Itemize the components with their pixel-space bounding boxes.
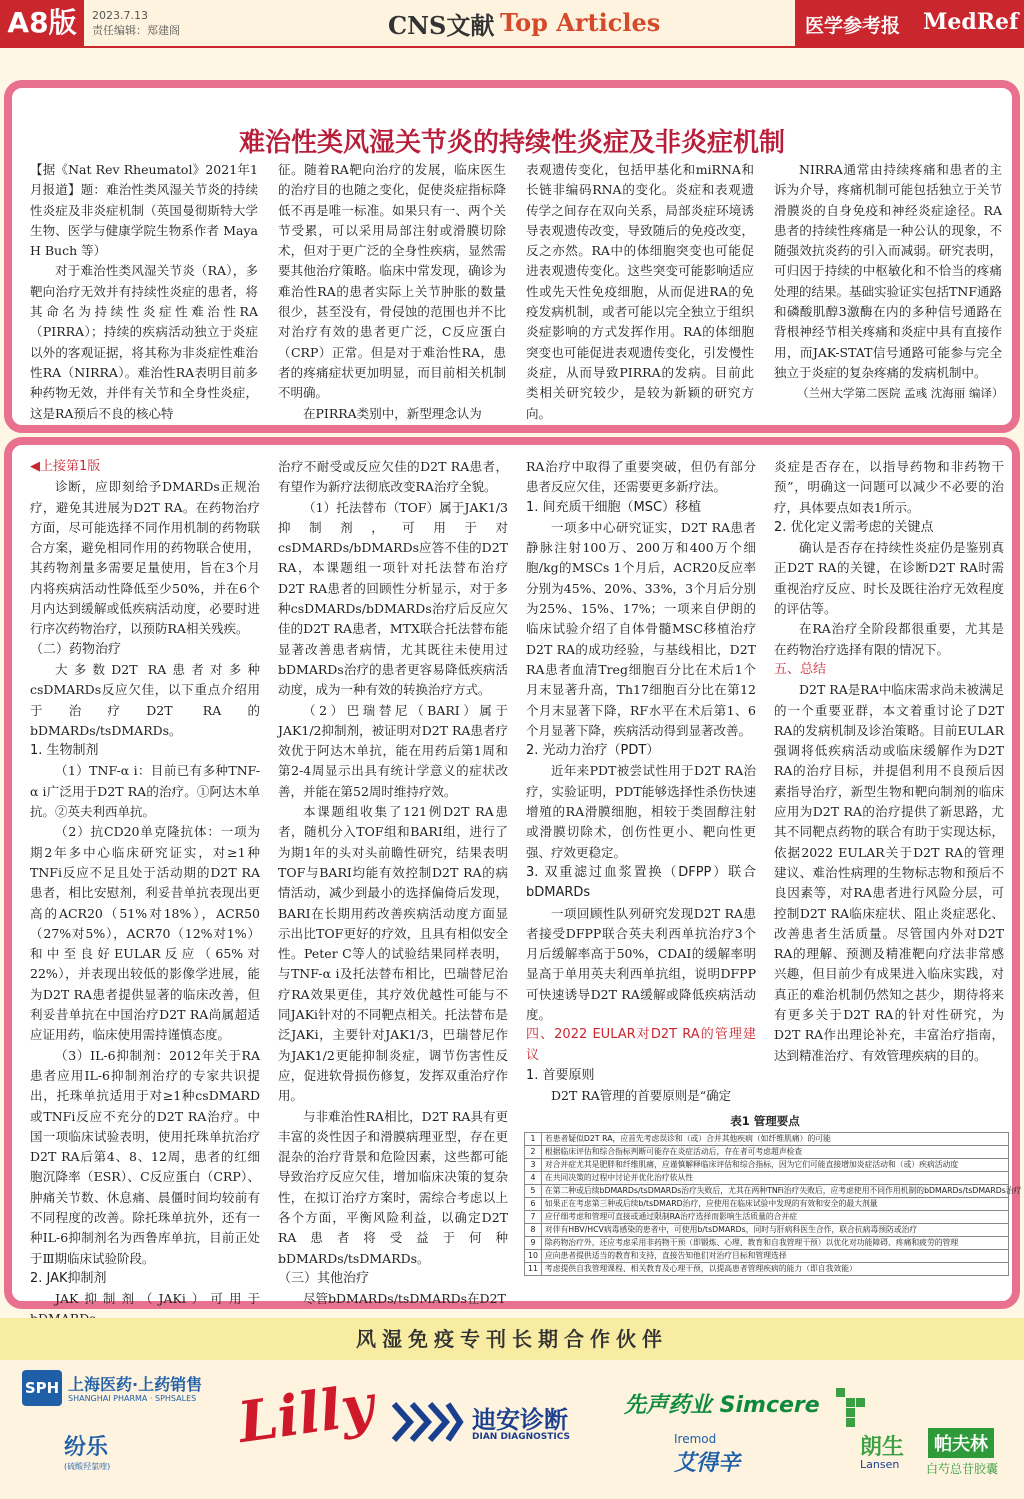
row-number: 3 [525,1159,542,1172]
logo-text: 先声药业 Simcere [624,1393,820,1418]
table-caption: 表1 管理要点 [730,1114,800,1128]
issue-date: 2023.7.13 [92,9,148,22]
logo-subtext: Iremod [674,1432,717,1446]
row-number: 8 [525,1224,542,1237]
row-text: 在共同决策的过程中讨论并优化治疗依从性 [541,1172,1008,1185]
logo-text: 朗生 [860,1435,905,1460]
paragraph: 在PIRRA类别中，新型理念认为 [303,405,482,421]
paragraph: 诊断，应即刻给予DMARDs正规治疗，避免其进展为D2T RA。在药物治疗方面，尽可能选择不同作用机制的药物联合方案，避免相同作用的药物联合使用，其药物剂量多需要足量使用，旨在3个月内将疾病活动性降低至少50%，并在6个月内达到缓解或低疾病活动度，必要时进行序次药物治疗，以预防RA相关残疾。 [30,479,260,637]
paragraph: 近年来PDT被尝试性用于D2T RA治疗，实验证明，PDT能够选择性杀伤快速增殖的RA滑膜细胞，相较于类固醇注射或滑膜切除术，创伤性更小、靶向性更强、疗效更稳定。 [526,763,756,860]
paragraph: 一项多中心研究证实，D2T RA患者静脉注射100万、200万和400万个细胞/kg的MSCs 1个月后，ACR20反应率分别为45%、20%、33%，3个月后分别为25%、15%、17%；一项来自伊朗的临床试验介绍了自体骨髓MSC移植治疗D2T RA的成功经验，与基线相比，D2T RA患者血清Treg细胞百分比在术后1个月末显著升高，Th17细胞百分比在第12个月末显著下降，RF水平在术后第1、6个月显著下降，疾病活动得到显著改善。 [526,519,756,738]
brand-banner [795,0,1024,46]
paragraph: 炎症是否存在，以指导药物和非药物干预”，明确这一问题可以减少不必要的治疗，具体要点如表1所示。 [774,459,1004,515]
simcere-logo [624,1388,820,1488]
paragraph: （1）TNF-α i：目前已有多种TNF-α i广泛用于D2T RA的治疗。①阿达木单抗。②英夫利西单抗。 [30,763,260,820]
table-row [525,1263,1009,1276]
row-number: 5 [525,1185,542,1198]
paragraph: 与非难治性RA相比，D2T RA具有更丰富的炎性因子和滑膜病理亚型，存在更混杂的治疗背景和危险因素，这些都可能导致治疗反应欠佳，增加临床决策的复杂性，在拟订治疗方案时，需综合考虑以上各个方面，平衡风险利益，以确定D2T RA患者将受益于何种bDMARDs/tsDMARDs。 [278,1108,508,1266]
article-title: 难治性类风湿关节炎的持续性炎症及非炎症机制 [238,128,785,158]
section-heading: 四、2022 EULAR对D2T RA的管理建议 [526,1027,756,1063]
continued-marker: ◀上接第1版 [30,459,101,474]
paragraph: D2T RA是RA中临床需求尚未被满足的一个重要亚群，本文着重讨论了D2T RA的发病机制及诊治策略。目前EULAR强调将低疾病活动或临床缓解作为D2T RA的治疗目标，并提倡利用不良预后因素指导治疗，新型生物和靶向制剂的临床应用为D2T RA的治疗提供了新思路，尤其不同靶点药物的联合有助于实现达标，依据2022 EULAR关于D2T RA的管理建议、难治性病理的生物标志物和预后不良因素等，对RA患者进行风险分层，可控制D2T RA临床症状、阻止炎症恶化、改善患者生活质量。尽管国内外对D2T RA的理解、预测及精准靶向疗法非常感兴趣，但目前少有成果进入临床实践，对真正的难治机制仍然知之甚少，期待将来有更多关于D2T RA的针对性研究，为D2T RA作出理论补充，丰富治疗指南，达到精准治疗、有效管理疾病的目的。 [774,682,1004,1063]
brand-name-en: MedRef [923,9,1019,35]
logo-text: 纷乐 [64,1435,109,1460]
logo-text: 帕夫林 [928,1428,994,1458]
article1-column-1 [30,160,258,432]
logo-subtext: DIAN DIAGNOSTICS [472,1432,571,1442]
section-title-cn: CNS文献 [388,11,495,40]
paragraph: 一项回顾性队列研究发现D2T RA患者接受DFPP联合英夫利西单抗治疗3个月后缓解率高于50%，CDAI的缓解率明显高于单用英夫利西单抗组，说明DFPP可快速诱导D2T RA缓解或降低疾病活动度。 [526,905,756,1023]
shanghai-pharma-logo [22,1370,222,1430]
logo-subtext: Lansen [860,1458,900,1471]
paragraph: 表观遗传变化，包括甲基化和miRNA和长链非编码RNA的变化。炎症和表观遗传学之间存在双向关系，局部炎症环境诱导表观遗传改变，导致随后的免疫改变，反之亦然。RA中的体细胞突变也可能促进表观遗传变化。这些突变可能影响适应性或先天性免疫细胞，从而促进RA的免疫发病机制，或者可能以完全独立于组织炎症影响的方式发挥作用。RA的体细胞突变也可能促进表观遗传变化，引发慢性炎症，从而导致PIRRA的发病。目前此类相关研究较少，是较为新颖的研究方向。 [526,162,754,421]
section-title-en: Top Articles [500,8,661,37]
row-number: 2 [525,1146,542,1159]
lansen-logo [836,1388,1016,1488]
paragraph: 本课题组收集了121例D2T RA患者，随机分入TOF组和BARI组，进行了为期1年的头对头前瞻性研究，结果表明TOF与BARI均能有效控制D2T RA的病情活动，减少到最小的选择偏倚后发现，BARI在长期用药改善疾病活动度方面显示出比TOF更好的疗效，且具有相似安全性。Peter C等人的试验结果同样表明，与TNF-α i及托法替布相比，巴瑞替尼治疗RA效果更佳，其疗效优越性可能与不同JAKi针对的不同靶点相关。托法替布是泛JAKi，主要针对JAK1/3，巴瑞替尼作为JAK1/2更能抑制炎症，调节伤害性反应，促进软骨损伤修复，发挥双重治疗作用。 [278,804,508,1104]
row-text: 对伴有HBV/HCV病毒感染的患者中，可使用b/tsDMARDs，同时与肝病科医生合作，联合抗病毒预防或治疗 [541,1224,1008,1237]
brand-name-cn: 医学参考报 [805,15,901,37]
table-row [525,1172,1009,1185]
subheading: 2. 光动力治疗（PDT） [526,743,660,759]
subheading: 2. JAK抑制剂 [30,1270,107,1286]
logo-subtext: SHANGHAI PHARMA · SPHSALES [68,1394,197,1403]
table-row [525,1211,1009,1224]
partners-banner [0,1318,1024,1499]
table-row [525,1224,1009,1237]
row-number: 11 [525,1263,542,1276]
article2-column-2 [278,457,508,1305]
page-number: A8版 [0,0,84,46]
logo-text: 迪安诊断 [472,1406,568,1434]
subheading: 1. 首要原则 [526,1067,595,1083]
subheading: 1. 生物制剂 [30,743,99,759]
paragraph: 征。随着RA靶向治疗的发展，临床医生的治疗目的也随之变化，促使炎症指标降低不再是唯一标准。如果只有一、两个关节受累，可以采用局部注射或滑膜切除术，但对于更广泛的全身性疾病，显然需要其他治疗策略。临床中常发现，确诊为难治性RA的患者实际上关节肿胀的数量很少，甚至没有，骨侵蚀的范围也并不比对治疗有效的患者更广泛，C反应蛋白（CRP）正常。但是对于难治性RA，患者的疼痛症状更加明显，而目前相关机制不明确。 [278,162,506,401]
paragraph: （2）抗CD20单克隆抗体：一项为期2年多中心临床研究证实，对≥1种TNFi反应不足且处于活动期的D2T RA患者，相比安慰剂，利妥昔单抗表现出更高的ACR20（51%对18%），ACR50（27%对5%），ACR70（12%对1%）和中至良好EULAR反应（65%对22%），并表现出较低的影像学进展，能为D2T RA患者提供显著的临床改善，但利妥昔单抗在中国治疗D2T RA尚属超适应证用药，临床使用需持谨慎态度。 [30,824,260,1043]
issue-info [92,8,180,38]
article-box-d2t-ra [4,437,1020,1309]
page-header [0,0,1024,48]
paragraph: （2）巴瑞替尼（BARI）属于JAK1/2抑制剂，被证明对D2T RA患者疗效优于阿达木单抗，能在用药后第1周和第2-4周显示出具有统计学意义的症状改善，并能在第52周时维持疗效。 [278,702,508,799]
paragraph: （3）IL-6抑制剂：2012年关于RA患者应用IL-6抑制剂治疗的专家共识提出，托珠单抗适用于对≥1种csDMARD或TNFi反应不充分的D2T RA治疗。中国一项临床试验表明，使用托珠单抗治疗D2T RA后第4、8、12周，患者的红细胞沉降率（ESR）、C反应蛋白（CRP）、肿痛关节数、休息痛、晨僵时间均较前有不同程度的改善。除托珠单抗外，还有一种IL-6抑制剂名为西鲁库单抗，目前正处于Ⅲ期临床试验阶段。 [30,1047,260,1266]
paragraph: NIRRA通常由持续疼痛和患者的主诉为介导，疼痛机制可能包括独立于关节滑膜炎的自身免疫和神经炎症途径。RA患者的持续性疼痛是一种公认的现象，不随强效抗炎药的引入而减弱。研究表明，可归因于持续的中枢敏化和不恰当的疼痛处理的结果。基础实验证实包括TNF通路和磷酸肌醇3激酶在内的多种信号通路在背根神经节相关疼痛和炎症中具有直接作用，而JAK-STAT信号通路可能参与完全独立于炎症的复杂疼痛的发病机制中。 [774,162,1002,380]
row-text: 根据临床评估和综合指标判断可能存在炎症活动后，存在者可考虑超声检查 [541,1146,1008,1159]
row-text: 如果正在考虑第三种或后续b/tsDMARD治疗，应使用在临床试验中发现的有效和安全的最大剂量 [541,1198,1008,1211]
translator-credit: （兰州大学第二医院 孟彧 沈海丽 编译） [797,386,1004,401]
row-text: 除药物治疗外，还应考虑采用非药物干预（即锻炼、心理、教育和自我管理干预）以优化对功能障碍、疼痛和疲劳的管理 [541,1237,1008,1250]
table-row [525,1185,1009,1198]
paragraph: 尽管bDMARDs/tsDMARDs在D2T [303,1291,506,1307]
lilly-logo [234,1371,388,1480]
paragraph: 治疗不耐受或反应欠佳的D2T RA患者，有望作为新疗法彻底改变RA治疗全貌。 [278,459,508,495]
paragraph: JAK抑制剂（JAKi）可用于 [55,1291,260,1307]
row-text: 在第二种或后续bDMARDs/tsDMARDs治疗失败后，尤其在两种TNFi治疗失败后，应考虑使用不同作用机制的bDMARDs/tsDMARDs治疗 [541,1185,1008,1198]
row-number: 4 [525,1172,542,1185]
logo-subtext: 白芍总苷胶囊 [926,1462,999,1476]
paragraph: 确认是否存在持续性炎症仍是鉴别真正D2T RA的关键，在诊断D2T RA时需重视治疗反应、时长及既往治疗无效程度的评估等。 [774,540,1004,617]
partners-title: 风湿免疫专刊长期合作伙伴 [0,1318,1024,1360]
subheading: 3. 双重滤过血浆置换（DFPP）联合bDMARDs [526,864,756,901]
paragraph: 在RA治疗全阶段都很重要，尤其是在药物治疗选择有限的情况下。 [774,621,1004,657]
subheading: （二）药物治疗 [30,641,122,657]
sph-mark-icon: SPH [22,1370,62,1406]
table-row [525,1198,1009,1211]
paragraph: 对于难治性类风湿关节炎（RA），多靶向治疗无效并有持续性炎症的患者，将其命名为持续性炎症性难治性RA（PIRRA）；持续的疾病活动独立于炎症以外的客观证据，将其称为非炎症性难治性RA（NIRRA）。难治性RA表明目前多种药物无效，并伴有关节和全身性炎症，这是RA预后不良的核心特 [30,263,258,421]
article-box-refractory-ra [4,80,1020,433]
logo-subtext: (硫酸羟氯喹) [64,1462,111,1471]
paragraph: RA治疗中取得了重要突破，但仍有部分患者反应欠佳，还需要更多新疗法。 [526,459,756,495]
logo-text: Lilly [234,1371,378,1457]
management-table [524,1113,1022,1276]
paragraph: D2T RA管理的首要原则是“确定 [551,1088,732,1104]
dian-diagnostics-logo [392,1400,602,1460]
article2-column-1 [30,457,260,1305]
table-row [525,1146,1009,1159]
logo-text: 艾得辛 [674,1451,741,1476]
subheading: 1. 间充质干细胞（MSC）移植 [526,499,702,515]
article2-column-3 [526,457,756,1109]
article1-lead: 【据《Nat Rev Rheumatol》2021年1月报道】题：难治性类风湿关节炎的持续性炎症及非炎症机制（英国曼彻斯特大学生物、医学与健康学院生物系作者 Maya H Buch 等） [30,162,258,259]
table-row [525,1159,1009,1172]
article1-column-3 [526,160,754,432]
subheading: 2. 优化定义需考虑的关键点 [774,519,934,535]
row-text: 对合并症尤其是肥胖和纤维肌痛，应谨慎解释临床评估和综合指标，因为它们可能直接增加炎症活动和（或）疾病活动度 [541,1159,1008,1172]
row-text: 考虑提供自我管理课程、相关教育及心理干预，以提高患者管理疾病的能力（即自我效能） [541,1263,1008,1276]
row-text: 应向患者提供适当的教育和支持，直接告知他们对治疗目标和管理选择 [541,1250,1008,1263]
subheading: （三）其他治疗 [278,1270,370,1286]
editor-credit: 责任编辑：郑建阁 [92,24,180,37]
row-text: 若患者疑似D2T RA，应首先考虑误诊和（或）合并其他疾病（如纤维肌痛）的可能 [541,1133,1008,1146]
paragraph: 大多数D2T RA患者对多种csDMARDs反应欠佳，以下重点介绍用于治疗D2T RA的bDMARDs/tsDMARDs。 [30,661,260,738]
row-text: 应仔细考虑和管理可直接或通过限制RA治疗选择而影响生活质量的合并症 [541,1211,1008,1224]
row-number: 7 [525,1211,542,1224]
lansen-mark-icon [836,1388,866,1428]
fenle-logo [64,1430,164,1480]
logo-text: 上海医药·上药销售 [68,1375,203,1394]
dian-mark-icon [392,1400,462,1444]
row-number: 1 [525,1133,542,1146]
row-number: 10 [525,1250,542,1263]
paragraph: （1）托法替布（TOF）属于JAK1/3抑制剂，可用于对csDMARDs/bDMARDs应答不佳的D2T RA，本课题组一项针对托法替布治疗D2T RA患者的回顾性分析显示，对于多种csDMARDs/bDMARDs治疗后反应欠佳的D2T RA患者，MTX联合托法替布能显著改善患者病情，尤其既往未使用过bDMARDs治疗的患者更容易降低疾病活动度，成为一种有效的转换治疗方式。 [278,499,508,698]
article1-column-4 [774,160,1002,432]
row-number: 6 [525,1198,542,1211]
article2-column-4 [774,457,1004,1109]
table-row [525,1250,1009,1263]
table-row [525,1237,1009,1250]
section-heading: 五、总结 [774,661,827,677]
table-row [525,1133,1009,1146]
row-number: 9 [525,1237,542,1250]
article1-column-2 [278,160,506,432]
table [524,1132,1022,1276]
